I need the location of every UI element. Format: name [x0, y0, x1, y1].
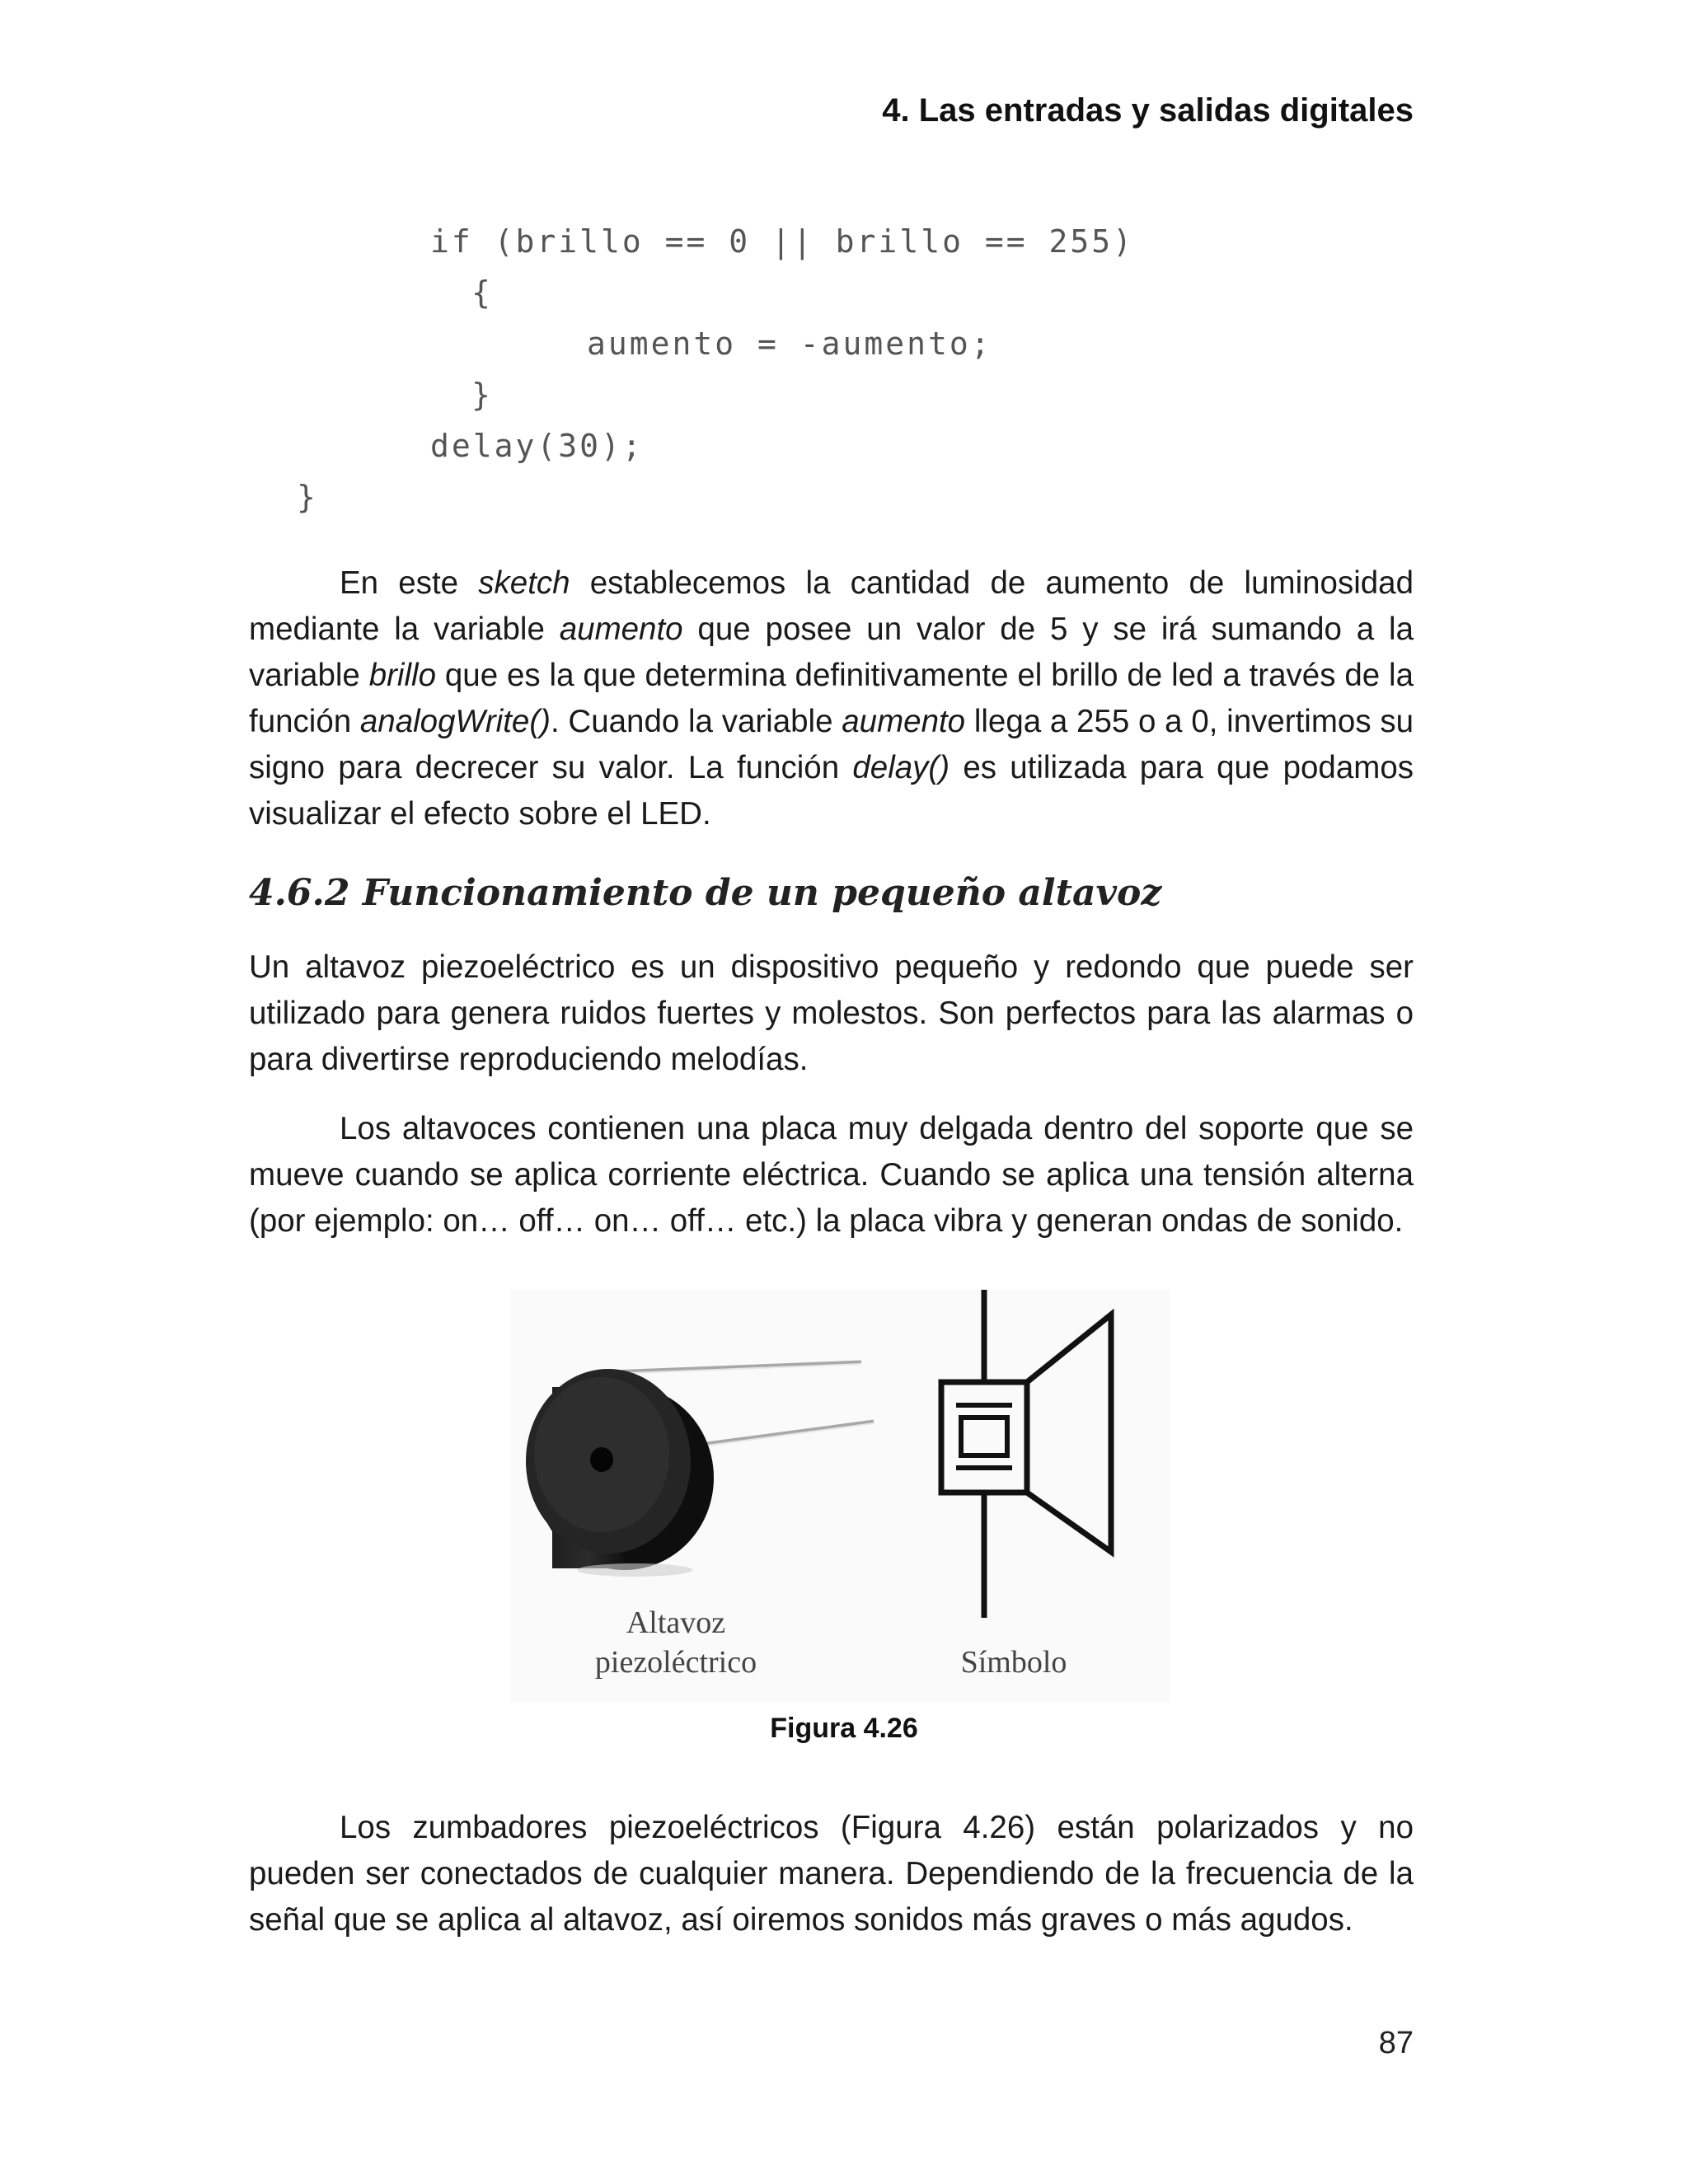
code-line: if (brillo == 0 || brillo == 255): [430, 223, 1134, 260]
page-number: 87: [1378, 2026, 1414, 2060]
code-line: {: [471, 274, 493, 311]
paragraph-sketch-explanation: [249, 560, 1414, 837]
running-header: 4. Las entradas y salidas digitales: [882, 92, 1414, 129]
paragraph-piezo-polarity: Los zumbadores piezoeléctricos (Figura 4.26) están polarizados y no pueden ser conectados de cualquier manera. Dependiendo de la frecuencia de la señal que se aplica al altavoz, así oiremos sonidos más graves o más agudos.: [249, 1810, 1414, 1938]
label-line: Altavoz: [626, 1605, 726, 1640]
code-line: }: [297, 479, 318, 515]
emphasis: aumento: [842, 704, 966, 739]
label-line: piezoléctrico: [594, 1645, 757, 1680]
paragraph-piezo-intro: Un altavoz piezoeléctrico es un dispositivo pequeño y redondo que puede ser utilizado para genera ruidos fuertes y molestos. Son perfectos para las alarmas o para divertirse reproduciendo melodías.: [249, 949, 1414, 1077]
text-run: que posee un valor de 5 y se irá sumando a la variable: [249, 612, 1414, 693]
text-run: En este: [340, 565, 479, 601]
section-heading: 4.6.2 Funcionamiento de un pequeño altavoz: [249, 872, 1162, 914]
emphasis: brillo: [368, 658, 437, 693]
figure-piezo-speaker: [511, 1290, 1170, 1702]
emphasis: sketch: [478, 565, 570, 601]
piezo-body: [526, 1369, 714, 1577]
body-paragraph: [249, 1805, 1414, 1943]
body-paragraph: [249, 944, 1414, 1083]
code-line: }: [471, 377, 493, 413]
figure-caption: Figura 4.26: [770, 1713, 918, 1744]
speaker-symbol: [941, 1290, 1111, 1618]
emphasis: delay(): [852, 750, 950, 785]
body-paragraph: [249, 560, 1414, 837]
code-line: delay(30);: [430, 428, 644, 464]
emphasis: aumento: [559, 612, 683, 647]
paragraph-piezo-plate: Los altavoces contienen una placa muy delgada dentro del soporte que se mueve cuando se aplica corriente eléctrica. Cuando se aplica una tensión alterna (por ejemplo: on… off… on… off… etc.) la placa vibra y generan ondas de sonido.: [249, 1111, 1414, 1239]
code-line: aumento = -aumento;: [587, 326, 992, 362]
text-run: . Cuando la variable: [550, 704, 842, 739]
text-run: llega a 255 o a 0, invertimos su signo para decrecer su valor. La función: [249, 704, 1414, 785]
body-paragraph: [249, 1106, 1414, 1244]
text-run: establecemos la cantidad de aumento de luminosidad mediante la variable: [249, 565, 1414, 647]
label-symbol: Símbolo: [960, 1645, 1067, 1680]
emphasis: analogWrite(): [359, 704, 551, 739]
text-run: que es la que determina definitivamente el brillo de led a través de la función: [249, 658, 1414, 739]
label-piezo: [569, 1603, 783, 1682]
text-run: es utilizada para que podamos visualizar el efecto sobre el LED.: [249, 750, 1414, 832]
